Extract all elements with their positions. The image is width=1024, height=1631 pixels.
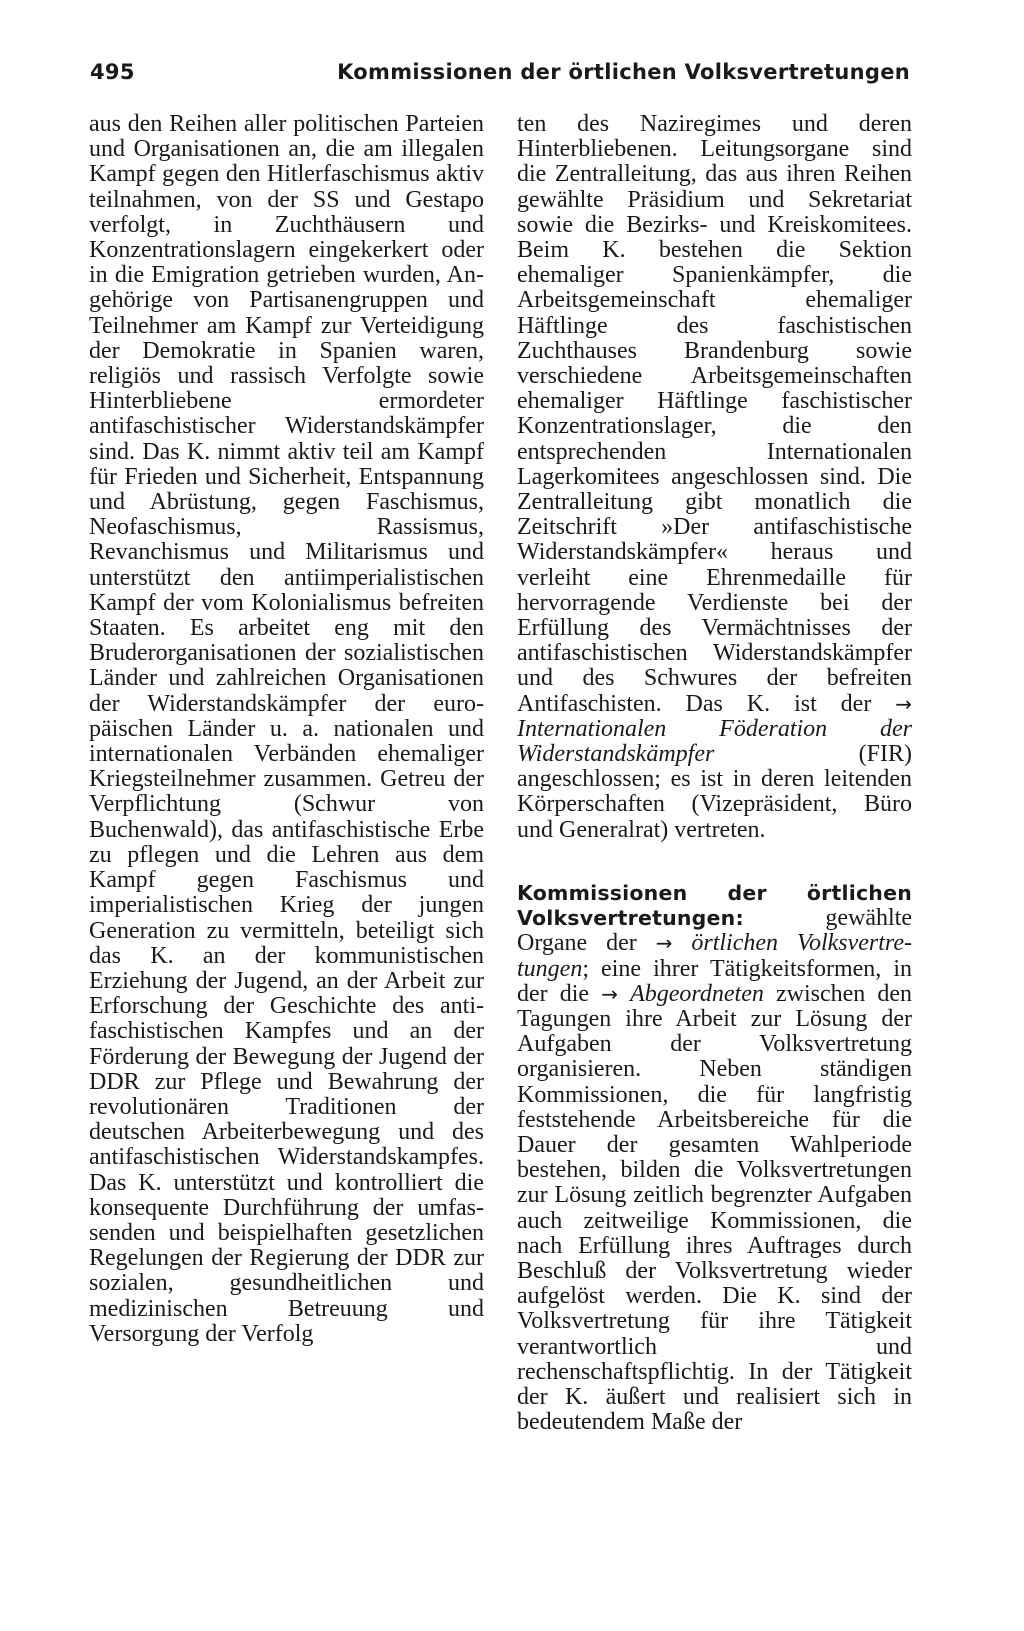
dictionary-entry bbox=[517, 881, 912, 1435]
running-head: Kommissionen der örtlichen Volksvertretungen bbox=[337, 60, 910, 84]
cross-reference-arrow: → bbox=[895, 691, 913, 716]
cross-reference-fir: Internationalen Föderation der Widerstandskämpfer bbox=[517, 715, 912, 768]
entry-text-c: zwischen den Tagungen ihre Arbeit zur Lösung der Aufgaben der Volksvertretung organisieren. Neben ständigen Kommissionen, die für langfristig feststehende Arbeitsbereiche für die Dauer der gesamten Wahlperiode bestehen, bilden die Volksvertretungen zur Lösung zeitlich begrenzter Aufgaben auch zeitweilige Kommissionen, die nach Erfüllung ihres Auftrages durch Beschluß der Volksvertretung wieder aufgelöst werden. Die K. sind der Volksvertretung für ihre Tätigkeit verantwortlich und rechenschaftspflichtig. In der Tätigkeit der K. äußert und realisiert sich in bedeutendem Maße der bbox=[517, 980, 913, 1436]
cross-reference-arrow: → bbox=[655, 931, 673, 956]
continuation-text-a: ten des Naziregimes und deren Hinterbliebenen. Leitungsorgane sind die Zentralleitung, das aus ihren Reihen gewählte Präsidium und Sekretariat sowie die Bezirks- und Kreiskomitees. Beim K. bestehen die Sektion ehemaliger Spanienkämpfer, die Arbeitsgemeinschaft ehemaliger Häftlinge des faschistischen Zuchthauses Brandenburg sowie verschiedene Arbeitsgemeinschaften ehemaliger Häftlinge faschistischer Konzentrationslager, die den entsprechenden Internationalen Lagerkomitees angeschlossen sind. Die Zentralleitung gibt monatlich die Zeitschrift »Der antifaschistische Widerstandskämpfer« heraus und verleiht eine Ehrenmedaille für hervorragende Verdienste bei der Erfüllung des Vermächtnisses der antifaschistischen Widerstandskämpfer und des Schwures der befreiten Antifaschisten. Das K. ist der bbox=[517, 111, 912, 717]
page-number: 495 bbox=[90, 60, 135, 84]
page-header bbox=[90, 58, 910, 92]
cross-reference-abgeordnete: Abgeordneten bbox=[630, 980, 764, 1007]
left-column bbox=[89, 112, 484, 1347]
entry-text-a: gewählte Organe der bbox=[517, 905, 912, 957]
entry-headword: Kommissionen der örtlichen Volksvertretungen: bbox=[517, 880, 912, 931]
continuation-text-b: (FIR) angeschlossen; es ist in deren leitenden Körperschaften (Vizepräsident, Büro und Generalrat) vertreten. bbox=[517, 741, 912, 843]
right-column bbox=[517, 112, 912, 1435]
entry-spacer bbox=[517, 843, 912, 881]
cross-reference-oertliche-volksvertretungen: örtlichen Volksvertretungen bbox=[517, 930, 913, 982]
cross-reference-arrow: → bbox=[601, 981, 618, 1006]
entry-continuation-text: aus den Reihen aller politischen Parteien und Organisationen an, die am illegalen Kampf gegen den Hitlerfaschismus aktiv teilnahmen, von der SS und Gestapo verfolgt, in Zuchthäusern und Konzentrationslagern eingekerkert oder in die Emigration getrieben wurden, Angehörige von Partisanengruppen und Teilnehmer am Kampf zur Verteidigung der Demokratie in Spanien waren, religiös und rassisch Verfolgte sowie Hinterbliebene ermordeter antifaschistischer Widerstandskämpfer sind. Das K. nimmt aktiv teil am Kampf für Frieden und Sicherheit, Entspannung und Abrüstung, gegen Faschismus, Neofaschismus, Rassismus, Revanchismus und Militarismus und unterstützt den antiimperialistischen Kampf der vom Kolonialismus befreiten Staaten. Es arbeitet eng mit den Bruderorganisationen der sozialistischen Länder und zahlreichen Organisationen der Widerstandskämpfer der europäischen Länder u. a. nationalen und internationalen Verbänden ehemaliger Kriegsteilnehmer zusammen. Getreu der Verpflichtung (Schwur von Buchenwald), das antifaschistische Erbe zu pflegen und die Lehren aus dem Kampf gegen Faschismus und imperialistischen Krieg der jungen Generation zu vermitteln, beteiligt sich das K. an der kommunistischen Erziehung der Jugend, an der Arbeit zur Erforschung der Geschichte des antifaschistischen Kampfes und an der Förderung der Bewegung der Jugend der DDR zur Pflege und Bewahrung der revolutionären Traditionen der deutschen Arbeiterbewegung und des antifaschistischen Widerstandskampfes. Das K. unterstützt und kontrolliert die konsequente Durchführung der umfassenden und beispielhaften gesetzlichen Regelungen der Regierung der DDR zur sozialen, gesundheitlichen und medizinischen Betreuung und Versorgung der Verfolg bbox=[89, 111, 484, 1347]
entry-text-b: ; eine ihrer Tätigkeitsformen, in der die bbox=[517, 955, 912, 1007]
entry-continuation bbox=[517, 112, 912, 843]
